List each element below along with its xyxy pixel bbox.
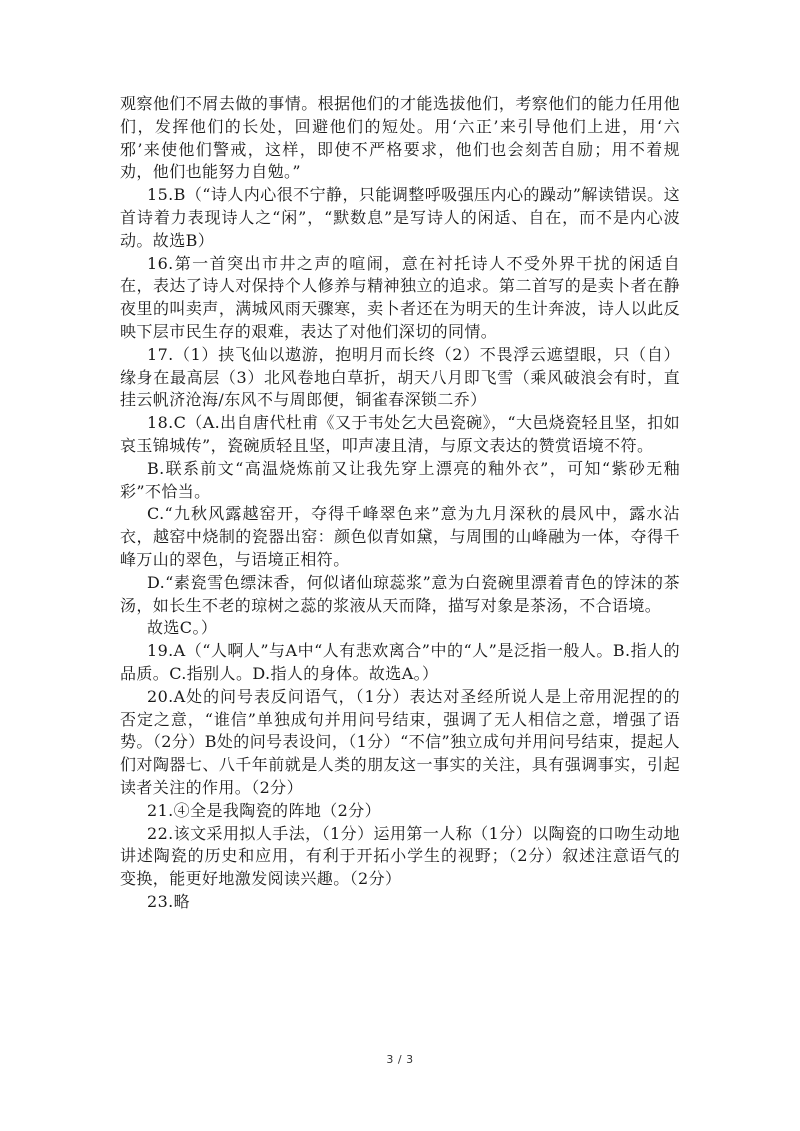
document-body — [120, 93, 680, 914]
page-number: 3 / 3 — [386, 1053, 414, 1066]
answer-18-option-d: D.“素瓷雪色缥沫香，何似诸仙琼蕊浆”意为白瓷碗里漂着青色的饽沫的茶汤，如长生不老的琼树之蕊的浆液从天而降，描写对象是茶汤，不合语境。 — [120, 572, 680, 615]
answer-18-option-c: C.“九秋风露越窑开，夺得千峰翠色来”意为九月深秋的晨风中，露水沾衣，越窑中烧制的瓷器出窑：颜色似青如黛，与周围的山峰融为一体，夺得千峰万山的翠色，与语境正相符。 — [120, 504, 680, 569]
answer-19: 19.A（“人啊人”与A中“人有悲欢离合”中的“人”是泛指一般人。B.指人的品质。C.指别人。D.指人的身体。故选A。） — [120, 641, 680, 683]
answer-18-conclusion: 故选C。） — [147, 618, 218, 638]
answer-16: 16.第一首突出市井之声的喧闹，意在衬托诗人不受外界干扰的闲适自在，表达了诗人对保持个人修养与精神独立的追求。第二首写的是卖卜者在静夜里的叫卖声，满城风雨天骤寒，卖卜者还在为明天的生计奔波，诗人以此反映下层市民生存的艰难，表达了对他们深切的同情。 — [120, 253, 680, 341]
answer-22: 22.该文采用拟人手法，（1分）运用第一人称（1分）以陶瓷的口吻生动地讲述陶瓷的历史和应用，有利于开拓小学生的视野；（2分）叙述注意语气的变换，能更好地激发阅读兴趣。（2分） — [120, 823, 680, 889]
answer-15: 15.B（“诗人内心很不宁静，只能调整呼吸强压内心的躁动”解读错误。这首诗着力表现诗人之“闲”，“默数息”是写诗人的闲适、自在，而不是内心波动。故选B） — [120, 185, 680, 250]
answer-21: 21.④全是我陶瓷的阵地（2分） — [147, 800, 382, 820]
answer-20: 20.A处的问号表反问语气，（1分）表达对圣经所说人是上帝用泥捏的的否定之意，“谁信”单独成句并用问号结束，强调了无人相信之意，增强了语势。（2分）B处的问号表设问，（1分）“不信”独立成句并用问号结束，提起人们对陶器七、八千年前就是人类的朋友这一事实的关注，具有强调事实，引起读者关注的作用。（2分） — [120, 686, 680, 797]
answer-17: 17.（1）挟飞仙以遨游，抱明月而长终（2）不畏浮云遮望眼，只（自）缘身在最高层（3）北风卷地白草折，胡天八月即飞雪（乘风破浪会有时，直挂云帆济沧海/东风不与周郎便，铜雀春深锁二乔） — [120, 344, 680, 410]
answer-18: 18.C（A.出自唐代杜甫《又于韦处乞大邑瓷碗》，“大邑烧瓷轻且坚，扣如哀玉锦城传”，瓷碗质轻且坚，叩声凄且清，与原文表达的赞赏语境不符。 — [120, 413, 680, 455]
answer-18-option-b: B.联系前文“高温烧炼前又让我先穿上漂亮的釉外衣”，可知“紫砂无釉彩”不恰当。 — [120, 458, 680, 501]
answer-23: 23.略 — [147, 891, 191, 911]
paragraph-continuation: 观察他们不屑去做的事情。根据他们的才能选拔他们，考察他们的能力任用他们，发挥他们的长处，回避他们的短处。用‘六正’来引导他们上进，用‘六邪’来使他们警戒，这样，即使不严格要求，他们也会刻苦自励；用不着规劝，他们也能努力自勉。” — [120, 94, 680, 182]
